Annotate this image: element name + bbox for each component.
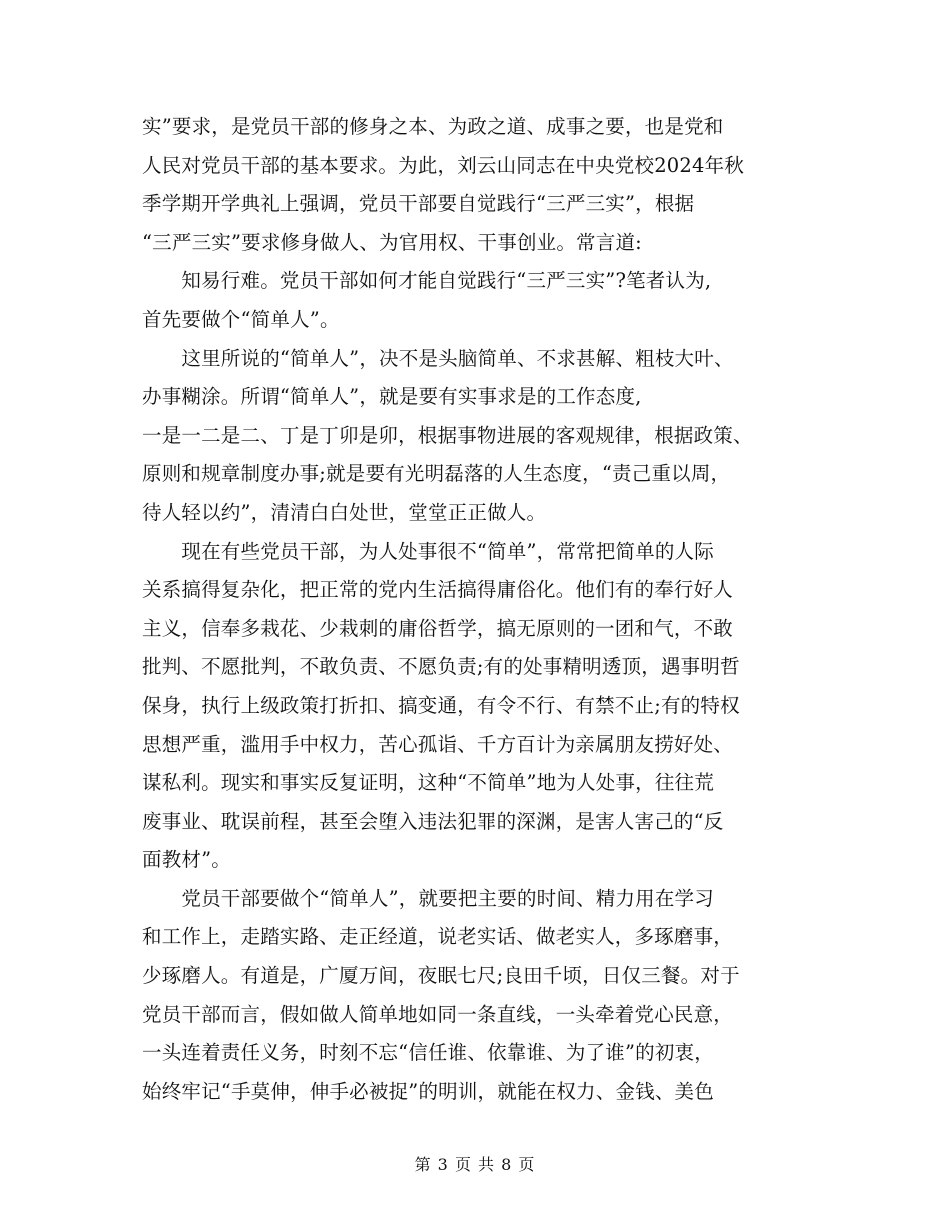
text-line: 党员干部要做个“简单人”，就要把主要的时间、精力用在学习 <box>142 886 714 910</box>
text-line: 批判、不愿批判，不敢负责、不愿负责;有的处事精明透顶，遇事明哲 <box>142 655 740 679</box>
body-text <box>142 108 842 1111</box>
text-line: 知易行难。党员干部如何才能自觉践行“三严三实”?笔者认为, <box>142 269 712 293</box>
text-line: 谋私利。现实和事实反复证明，这种“不简单”地为人处事，往往荒 <box>142 771 714 795</box>
text-line: 废事业、耽误前程，甚至会堕入违法犯罪的深渊，是害人害己的“反 <box>142 809 724 833</box>
text-line: 待人轻以约”，清清白白处世，堂堂正正做人。 <box>142 500 547 524</box>
text-line: 人民对党员干部的基本要求。为此，刘云山同志在中央党校2024年秋 <box>142 153 745 177</box>
page-number-footer: 第 3 页 共 8 页 <box>414 1155 536 1174</box>
text-line: 党员干部而言，假如做人简单地如同一条直线，一头牵着党心民意， <box>142 1002 734 1026</box>
text-line: 和工作上，走踏实路、走正经道，说老实话、做老实人，多琢磨事， <box>142 925 734 949</box>
text-line: “三严三实”要求修身做人、为官用权、干事创业。常言道: <box>142 230 642 254</box>
text-line: 首先要做个“简单人”。 <box>142 307 340 331</box>
text-line: 季学期开学典礼上强调，党员干部要自觉践行“三严三实”，根据 <box>142 192 695 216</box>
text-line: 面教材”。 <box>142 848 231 872</box>
text-line: 这里所说的“简单人”，决不是头脑简单、不求甚解、粗枝大叶、 <box>142 346 734 370</box>
text-line: 少琢磨人。有道是，广厦万间，夜眠七尺;良田千顷，日仅三餐。对于 <box>142 964 740 988</box>
text-line: 一是一二是二、丁是丁卯是卯，根据事物进展的客观规律，根据政策、 <box>142 423 753 447</box>
text-line: 关系搞得复杂化，把正常的党内生活搞得庸俗化。他们有的奉行好人 <box>142 578 734 602</box>
text-line: 一头连着责任义务，时刻不忘“信任谁、依靠谁、为了谁”的初衷， <box>142 1041 714 1065</box>
text-line: 主义，信奉多栽花、少栽刺的庸俗哲学，搞无原则的一团和气，不敢 <box>142 616 734 640</box>
text-line: 办事糊涂。所谓“简单人”，就是要有实事求是的工作态度, <box>142 385 642 409</box>
text-line: 思想严重，滥用手中权力，苦心孤诣、千方百计为亲属朋友捞好处、 <box>142 732 734 756</box>
text-line: 保身，执行上级政策打折扣、搞变通，有令不行、有禁不止;有的特权 <box>142 693 740 717</box>
text-line: 始终牢记“手莫伸，伸手必被捉”的明训，就能在权力、金钱、美色 <box>142 1079 714 1103</box>
text-line: 实”要求，是党员干部的修身之本、为政之道、成事之要，也是党和 <box>142 115 724 138</box>
text-line: 原则和规章制度办事;就是要有光明磊落的人生态度，“责己重以周， <box>142 462 731 486</box>
text-line: 现在有些党员干部，为人处事很不“简单”，常常把简单的人际 <box>142 539 714 563</box>
